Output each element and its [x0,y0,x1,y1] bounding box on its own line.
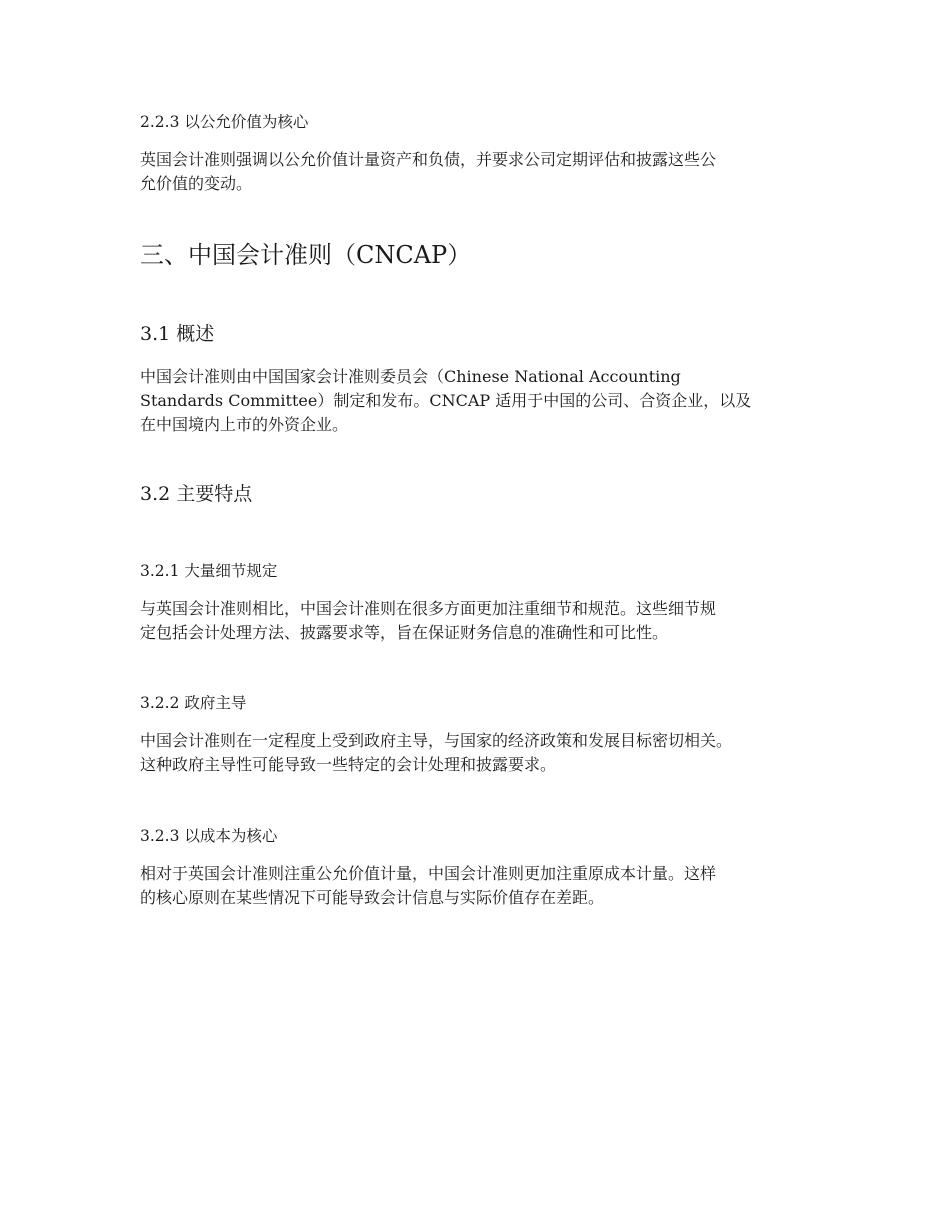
paragraph-3-2-1: 与英国会计准则相比，中国会计准则在很多方面更加注重细节和规范。这些细节规 定包括会计处理方法、披露要求等，旨在保证财务信息的准确性和可比性。 [140,599,717,642]
paragraph-3-1: 中国会计准则由中国国家会计准则委员会（Chinese National Accounting Standards Committee）制定和发布。CNCAP 适用于中国的公司、合资企业，以及 在中国境内上市的外资企业。 [140,367,752,434]
heading-2-2-3: 2.2.3 以公允价值为核心 [140,113,309,131]
heading-3-2-2: 3.2.2 政府主导 [140,694,247,712]
paragraph-3-2-3: 相对于英国会计准则注重公允价值计量，中国会计准则更加注重原成本计量。这样 的核心原则在某些情况下可能导致会计信息与实际价值存在差距。 [140,864,717,907]
paragraph-2-2-3: 英国会计准则强调以公允价值计量资产和负债，并要求公司定期评估和披露这些公 允价值的变动。 [140,150,717,193]
heading-3-2-1: 3.2.1 大量细节规定 [140,562,278,580]
heading-3-1: 3.1 概述 [140,323,215,345]
paragraph-3-2-2: 中国会计准则在一定程度上受到政府主导，与国家的经济政策和发展目标密切相关。 这种政府主导性可能导致一些特定的会计处理和披露要求。 [140,731,733,774]
heading-3-2-3: 3.2.3 以成本为核心 [140,827,278,845]
chapter-3-title: 三、中国会计准则（CNCAP） [140,241,472,269]
heading-3-2: 3.2 主要特点 [140,483,253,505]
